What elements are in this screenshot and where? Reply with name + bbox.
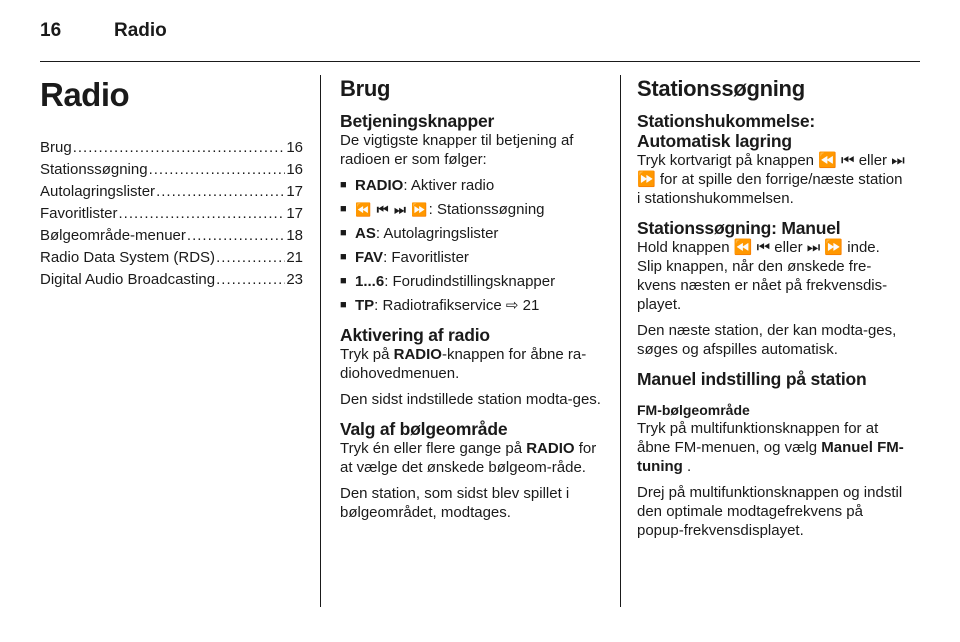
bullet-text: : Autolagringslister xyxy=(375,225,499,242)
toc-leader xyxy=(187,226,285,245)
button-name: AS xyxy=(355,225,376,242)
section-heading-station-search: Stationssøgning xyxy=(637,76,805,101)
text-run: for at vælge det ønskede bølgeom-råde. xyxy=(340,440,597,476)
toc-item[interactable] xyxy=(40,182,303,201)
button-name: FAV xyxy=(355,249,384,266)
text-run: Tryk én eller flere gange på xyxy=(340,440,527,457)
band-paragraph xyxy=(340,439,608,477)
toc-leader xyxy=(156,182,285,201)
text-run: Tryk på xyxy=(340,346,394,363)
toc-item[interactable] xyxy=(40,248,303,267)
subheading-activate: Aktivering af radio xyxy=(340,325,490,345)
bullet-text: : Aktiver radio xyxy=(403,177,495,194)
toc-leader xyxy=(216,270,285,289)
toc-label: Bølgeområde-menuer xyxy=(40,227,186,244)
toc-item[interactable] xyxy=(40,226,303,245)
button-name: RADIO xyxy=(526,440,575,457)
toc-leader xyxy=(73,138,286,157)
section-title: Radio xyxy=(114,20,167,41)
menu-item-name: Manuel FM-tuning xyxy=(637,439,904,475)
list-item xyxy=(340,200,608,219)
subheading-manual-tuning: Manuel indstilling på station xyxy=(637,369,867,389)
toc-item[interactable] xyxy=(40,204,303,223)
fm-paragraph-1 xyxy=(637,419,905,476)
controls-list xyxy=(340,176,608,315)
bullet-icon: ■ xyxy=(340,251,347,263)
left-column xyxy=(40,76,303,292)
toc-item[interactable] xyxy=(40,160,303,179)
middle-column xyxy=(340,76,608,529)
bullet-text: : Stationssøgning xyxy=(428,201,545,218)
toc-label: Favoritlister xyxy=(40,205,118,222)
controls-intro: De vigtigste knapper til betjening af radioen er som følger: xyxy=(340,132,574,168)
fm-paragraph-2: Drej på multifunktionsknappen og indstil den optimale modtagefrekvens på popup-frekvensdisplayet. xyxy=(637,484,903,539)
chapter-title: Radio xyxy=(40,76,130,113)
right-column xyxy=(637,76,905,547)
toc-page: 17 xyxy=(286,183,303,200)
list-item xyxy=(340,176,608,195)
subheading-memory: Stationshukommelse: xyxy=(637,111,816,131)
activate-paragraph xyxy=(340,345,608,383)
bullet-text: : Favoritlister xyxy=(383,249,469,266)
toc-page: 17 xyxy=(286,205,303,222)
subheading-manual-search: Stationssøgning: Manuel xyxy=(637,218,841,238)
activate-paragraph-2: Den sidst indstillede station modta-ges. xyxy=(340,391,601,408)
bullet-icon: ■ xyxy=(340,299,347,311)
band-paragraph-2: Den station, som sidst blev spillet i bølgeområdet, modtages. xyxy=(340,485,570,521)
toc-label: Stationssøgning xyxy=(40,161,148,178)
page-number: 16 xyxy=(40,20,62,41)
toc-leader xyxy=(119,204,286,223)
button-name: 1...6 xyxy=(355,273,385,290)
list-item xyxy=(340,272,608,291)
manual-paragraph-2: Den næste station, der kan modta-ges, søges og afspilles automatisk. xyxy=(637,322,897,358)
toc-page: 23 xyxy=(286,271,303,288)
toc-item[interactable] xyxy=(40,270,303,289)
list-item xyxy=(340,248,608,267)
list-item xyxy=(340,296,608,315)
toc-page: 21 xyxy=(286,249,303,266)
table-of-contents xyxy=(40,138,303,289)
toc-leader xyxy=(149,160,286,179)
subheading-autostore: Automatisk lagring xyxy=(637,131,792,151)
toc-label: Brug xyxy=(40,139,72,156)
running-header xyxy=(40,20,167,42)
text-run: Tryk på multifunktionsknappen for at åbne FM-menuen, og vælg xyxy=(637,420,879,456)
button-name: TP xyxy=(355,297,375,314)
list-item xyxy=(340,224,608,243)
toc-label: Digital Audio Broadcasting xyxy=(40,271,216,288)
toc-page: 18 xyxy=(286,227,303,244)
column-divider-2 xyxy=(620,75,621,607)
bullet-text: : Radiotrafikservice ⇨ 21 xyxy=(374,297,540,314)
toc-page: 16 xyxy=(286,139,303,156)
toc-label: Radio Data System (RDS) xyxy=(40,249,216,266)
column-divider-1 xyxy=(320,75,321,607)
bullet-text: : Forudindstillingsknapper xyxy=(384,273,556,290)
toc-item[interactable] xyxy=(40,138,303,157)
button-name: RADIO xyxy=(393,346,442,363)
bullet-icon: ■ xyxy=(340,227,347,239)
bullet-icon: ■ xyxy=(340,275,347,287)
subheading-band: Valg af bølgeområde xyxy=(340,419,508,439)
bullet-icon: ■ xyxy=(340,203,347,215)
toc-leader xyxy=(216,248,285,267)
toc-label: Autolagringslister xyxy=(40,183,156,200)
toc-page: 16 xyxy=(286,161,303,178)
bullet-icon: ■ xyxy=(340,179,347,191)
button-name: RADIO xyxy=(355,177,404,194)
subheading-controls: Betjeningsknapper xyxy=(340,111,495,131)
manual-paragraph-1: Hold knappen ⏪ ⏮ eller ⏭ ⏩ inde. Slip knappen, når den ønskede fre-kvens næsten er nået på frekvensdis-playet. xyxy=(637,239,888,313)
text-run: . xyxy=(682,458,692,475)
header-rule xyxy=(40,61,920,62)
section-heading-brug: Brug xyxy=(340,76,391,101)
autostore-paragraph: Tryk kortvarigt på knappen ⏪ ⏮ eller ⏭ ⏩ for at spille den forrige/næste station i stationshukommelsen. xyxy=(637,152,905,207)
seek-buttons-icon: ⏪ ⏮ ⏭ ⏩ xyxy=(355,202,429,217)
text-run: -knappen for åbne ra-diohovedmenuen. xyxy=(340,346,587,382)
subheading-fm-band: FM-bølgeområde xyxy=(637,402,750,418)
